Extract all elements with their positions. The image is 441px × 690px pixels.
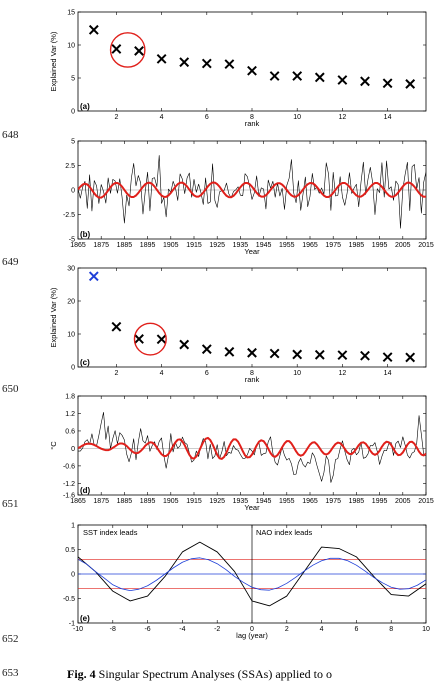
- x-tick-label: 1985: [348, 498, 365, 505]
- x-tick-label: 12: [338, 114, 347, 121]
- line-number: 652: [2, 633, 19, 645]
- data-point-x-marker: [383, 79, 391, 87]
- y-tick-label: 0: [71, 364, 75, 372]
- figure-caption: [67, 667, 437, 682]
- x-tick-label: 1875: [93, 242, 109, 249]
- line-number: 651: [2, 498, 19, 510]
- panel-b: [63, 139, 434, 257]
- y-tick-label: 1.8: [65, 393, 75, 401]
- x-tick-label: 1895: [139, 498, 156, 505]
- x-tick-label: -2: [214, 626, 221, 633]
- line-number: 648: [2, 129, 19, 141]
- data-point-x-marker: [180, 340, 188, 348]
- panel-d: [49, 394, 434, 513]
- data-point-x-marker: [225, 60, 233, 68]
- x-tick-label: 4: [159, 114, 164, 121]
- x-tick-label: -8: [109, 626, 116, 633]
- data-point-x-marker: [112, 323, 120, 331]
- caption-figure-label: Fig. 4: [67, 667, 96, 681]
- axes-frame: [78, 12, 426, 111]
- x-tick-label: 1905: [163, 242, 179, 249]
- x-tick-label: 1945: [255, 498, 272, 505]
- y-tick-label: 0.6: [65, 428, 75, 436]
- x-tick-label: 8: [389, 626, 394, 633]
- data-point-x-marker: [406, 353, 414, 361]
- x-tick-label: 1885: [116, 498, 133, 505]
- data-point-x-marker: [270, 349, 278, 357]
- y-tick-label: 20: [67, 298, 75, 306]
- x-tick-label: 2: [284, 626, 289, 633]
- x-tick-label: 1935: [232, 498, 249, 505]
- data-point-x-marker: [248, 67, 256, 75]
- y-tick-label: 5: [71, 75, 75, 83]
- x-tick-label: 0: [250, 626, 254, 633]
- x-tick-label: 1925: [209, 242, 225, 249]
- data-point-x-marker: [112, 45, 120, 53]
- data-point-x-marker: [157, 335, 165, 343]
- x-tick-label: 4: [319, 626, 324, 633]
- series-line: [78, 155, 426, 228]
- x-axis-label: lag (year): [236, 631, 268, 640]
- y-tick-label: 10: [67, 42, 75, 50]
- panel-e: [63, 523, 430, 641]
- x-tick-label: 1935: [232, 242, 249, 249]
- y-tick-label: 0: [71, 571, 75, 579]
- x-tick-label: 1925: [209, 498, 225, 505]
- x-tick-label: 1995: [371, 498, 388, 505]
- data-point-x-marker: [361, 77, 369, 85]
- data-point-x-marker: [157, 55, 165, 63]
- data-point-x-marker: [316, 73, 324, 81]
- y-tick-label: 0: [71, 187, 75, 195]
- y-axis-label: °C: [49, 441, 58, 450]
- data-point-x-marker: [406, 80, 414, 88]
- data-point-x-marker: [270, 72, 278, 80]
- x-tick-label: -4: [179, 626, 186, 633]
- y-tick-label: 10: [67, 331, 75, 339]
- x-tick-label: 1985: [348, 242, 365, 249]
- annotation-nao-leads: NAO index leads: [256, 528, 313, 537]
- panel-label: (e): [80, 614, 90, 623]
- x-tick-label: 2015: [418, 242, 434, 249]
- data-point-x-marker: [338, 76, 346, 84]
- x-tick-label: 14: [383, 370, 392, 377]
- series-line: [78, 412, 426, 482]
- data-point-x-marker: [338, 351, 346, 359]
- data-point-x-marker: [293, 72, 301, 80]
- x-axis-label: Year: [244, 503, 260, 512]
- x-tick-label: 1955: [279, 242, 295, 249]
- y-tick-label: 5: [71, 138, 75, 146]
- axes-frame: [78, 396, 426, 495]
- data-point-x-marker: [383, 353, 391, 361]
- data-point-x-marker: [248, 349, 256, 357]
- y-tick-label: -1: [68, 620, 75, 628]
- x-tick-label: 14: [383, 114, 392, 121]
- annotation-sst-leads: SST index leads: [83, 528, 138, 537]
- x-tick-label: 1995: [371, 242, 388, 249]
- x-tick-label: -6: [144, 626, 151, 633]
- x-tick-label: 12: [338, 370, 347, 377]
- x-tick-label: 1865: [70, 242, 86, 249]
- data-point-x-marker: [361, 352, 369, 360]
- y-tick-label: 0: [71, 445, 75, 453]
- y-axis-label: Explained Var (%): [49, 287, 58, 348]
- y-tick-label: 0.5: [65, 547, 75, 554]
- y-tick-label: 1: [71, 522, 75, 530]
- x-tick-label: 1885: [116, 242, 133, 249]
- x-tick-label: 8: [250, 114, 254, 121]
- data-point-x-marker: [293, 350, 301, 358]
- caption-text: Singular Spectrum Analyses (SSAs) applied to o: [95, 667, 332, 681]
- data-point-x-marker: [90, 272, 98, 280]
- panel-label: (c): [80, 358, 90, 367]
- x-tick-label: 1965: [302, 242, 318, 249]
- x-tick-label: 2015: [418, 498, 434, 505]
- y-tick-label: -1.6: [62, 492, 75, 500]
- y-tick-label: -2.5: [62, 212, 75, 219]
- panel-label: (b): [80, 230, 91, 239]
- y-tick-label: -5: [68, 236, 75, 244]
- x-tick-label: 10: [293, 370, 302, 377]
- line-number: 650: [2, 383, 19, 395]
- data-point-x-marker: [90, 26, 98, 34]
- panel-label: (a): [80, 102, 90, 111]
- y-tick-label: -0.6: [62, 463, 75, 471]
- x-tick-label: 6: [354, 626, 359, 633]
- line-number: 653: [2, 667, 19, 679]
- y-tick-label: -0.5: [62, 596, 75, 603]
- x-tick-label: 1895: [139, 242, 156, 249]
- data-point-x-marker: [225, 348, 233, 356]
- x-tick-label: 2005: [395, 498, 411, 505]
- x-tick-label: 10: [422, 626, 430, 633]
- x-tick-label: 1975: [325, 242, 341, 249]
- x-tick-label: 1915: [186, 498, 202, 505]
- x-tick-label: 1965: [302, 498, 318, 505]
- y-axis-label: Explained Var (%): [49, 31, 58, 92]
- x-tick-label: 10: [293, 114, 302, 121]
- x-tick-label: 1975: [325, 498, 341, 505]
- x-tick-label: 4: [159, 370, 164, 377]
- panel-label: (d): [80, 486, 91, 495]
- x-tick-label: 2: [114, 114, 119, 121]
- y-tick-label: -1.2: [62, 480, 75, 488]
- data-point-x-marker: [135, 335, 143, 343]
- x-tick-label: 2: [114, 370, 119, 377]
- x-axis-label: rank: [244, 119, 260, 128]
- x-tick-label: 1865: [70, 498, 86, 505]
- data-point-x-marker: [135, 47, 143, 55]
- x-tick-label: 6: [204, 114, 209, 121]
- x-axis-label: Year: [244, 247, 260, 256]
- y-tick-label: 30: [67, 265, 75, 273]
- x-axis-label: rank: [244, 375, 260, 384]
- x-tick-label: 8: [250, 370, 254, 377]
- y-tick-label: 0: [71, 108, 75, 116]
- x-tick-label: 2005: [395, 242, 411, 249]
- x-tick-label: 6: [204, 370, 209, 377]
- y-tick-label: 1.2: [65, 410, 75, 418]
- data-point-x-marker: [203, 59, 211, 67]
- x-tick-label: 1955: [279, 498, 295, 505]
- x-tick-label: 1875: [93, 498, 109, 505]
- x-tick-label: -10: [72, 626, 84, 633]
- data-point-x-marker: [203, 345, 211, 353]
- panel-a: [49, 10, 426, 129]
- y-tick-label: 2.5: [65, 163, 75, 170]
- line-number: 649: [2, 256, 19, 268]
- panel-c: [49, 266, 426, 385]
- data-point-x-marker: [316, 351, 324, 359]
- x-tick-label: 1905: [163, 498, 179, 505]
- y-tick-label: 15: [67, 9, 75, 17]
- x-tick-label: 1915: [186, 242, 202, 249]
- x-tick-label: 1945: [255, 242, 272, 249]
- data-point-x-marker: [180, 58, 188, 66]
